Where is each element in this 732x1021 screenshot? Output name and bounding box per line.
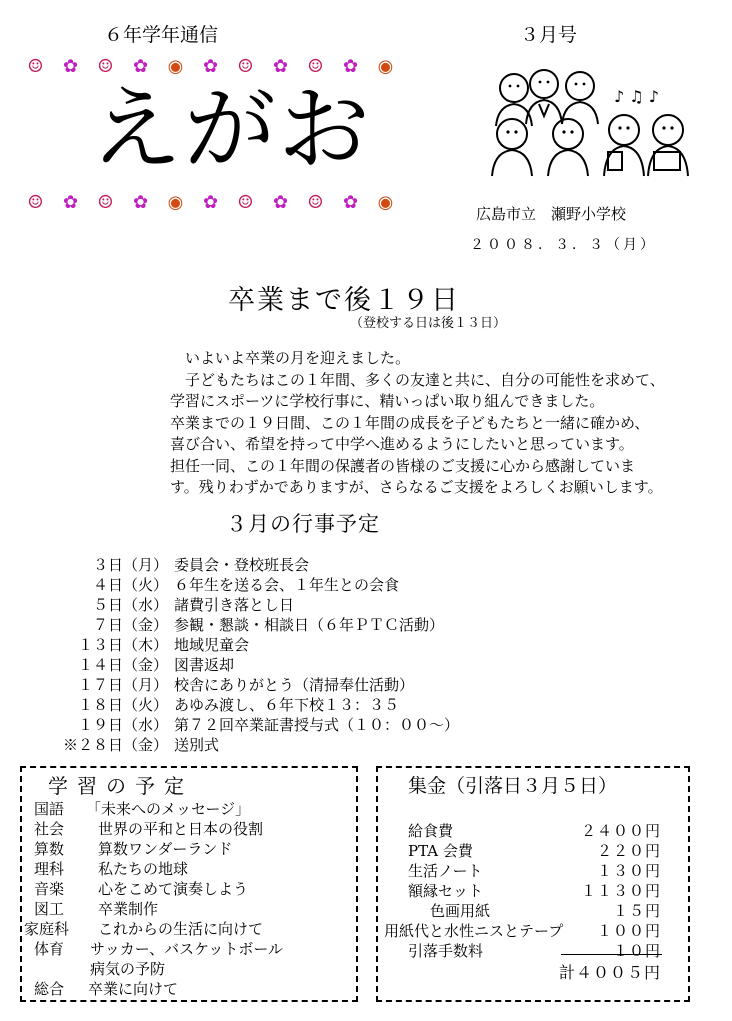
child-head-3 <box>609 115 639 145</box>
flower-icon: ✿ <box>132 191 149 213</box>
flower-icon: ✿ <box>202 55 219 77</box>
event-row <box>40 695 459 715</box>
study-content: サッカー、バスケットボール <box>90 940 284 958</box>
study-subject: 社会 <box>34 820 65 838</box>
fee-amount: １３０円 <box>596 862 661 880</box>
flower-icon: ✿ <box>202 191 219 213</box>
event-date: ４日（火） <box>92 576 168 594</box>
study-content: 「未来へのメッセージ」 <box>86 800 251 818</box>
doll-icon: ☺ <box>27 191 44 213</box>
lantern-icon: ◉ <box>167 55 184 77</box>
decoration-row-top <box>20 54 401 78</box>
countdown-headline: 卒業まで後１９日 <box>228 285 460 316</box>
total-divider <box>561 954 662 955</box>
event-date: ５日（水） <box>92 596 168 614</box>
event-row <box>40 655 459 675</box>
study-subject: 総合 <box>34 980 65 998</box>
event-date: １９日（水） <box>77 716 168 734</box>
fee-amount: ２４００円 <box>580 822 661 840</box>
event-date: ７日（金） <box>92 616 168 634</box>
study-content: 心をこめて演奏しよう <box>98 880 249 898</box>
event-text: 諸費引き落とし日 <box>174 596 295 614</box>
study-content: 世界の平和と日本の役割 <box>98 820 264 838</box>
study-subject: 理科 <box>34 860 65 878</box>
child-head-4 <box>653 115 683 145</box>
adult-body-3 <box>562 102 598 124</box>
doll-icon: ☺ <box>237 191 254 213</box>
flower-icon: ✿ <box>62 191 79 213</box>
newsletter-title: えがお <box>90 76 373 183</box>
adult-head-2 <box>530 70 558 98</box>
event-text: 地域児童会 <box>174 636 250 654</box>
doll-icon: ☺ <box>97 191 114 213</box>
study-content: これからの生活に向けて <box>98 920 264 938</box>
event-text: 送別式 <box>174 736 220 754</box>
fee-amount: １００円 <box>596 922 661 940</box>
event-row <box>40 715 459 735</box>
doll-icon: ☺ <box>27 55 44 77</box>
fee-amount: ２２０円 <box>596 842 661 860</box>
event-text: 参観・懇談・相談日（６年ＰＴＣ活動） <box>174 616 445 634</box>
study-subject: 算数 <box>34 840 65 858</box>
event-row <box>40 575 459 595</box>
fee-label: PTA 会費 <box>408 842 473 860</box>
event-row <box>40 635 459 655</box>
fees-box <box>376 766 690 1002</box>
intro-line: 学習にスポーツに学校行事に、精いっぱい取り組んできました。 <box>170 392 605 410</box>
intro-line: 卒業までの１９日間、この１年間の成長を子どもたちと一緒に確かめ、 <box>170 413 650 432</box>
event-date: ３日（月） <box>92 556 168 574</box>
event-date: ※２８日（金） <box>62 736 168 754</box>
fee-label: 引落手数料 <box>408 942 484 960</box>
study-schedule-box <box>20 766 358 1002</box>
doll-icon: ☺ <box>237 55 254 77</box>
adult-head-1 <box>500 74 528 102</box>
adult-head-3 <box>566 72 594 100</box>
fee-label: 給食費 <box>408 822 454 840</box>
event-date: １３日（木） <box>77 636 168 654</box>
flower-icon: ✿ <box>272 191 289 213</box>
fee-total: 計４００５円 <box>558 963 661 982</box>
flower-icon: ✿ <box>272 55 289 77</box>
choir-illustration <box>484 66 690 178</box>
intro-line: す。残りわずかでありますが、さらなるご支援をよろしくお願いします。 <box>170 478 663 496</box>
event-date: １７日（月） <box>77 676 168 694</box>
child-head-2 <box>553 119 583 149</box>
study-subject: 図工 <box>34 900 65 918</box>
event-row <box>40 675 459 695</box>
intro-message <box>170 348 705 499</box>
events-list <box>40 555 459 755</box>
issue-date: ２００８．３．３（月） <box>470 237 657 253</box>
fee-label: 色画用紙 <box>430 902 491 920</box>
flower-icon: ✿ <box>62 55 79 77</box>
countdown-note: （登校する日は後１３日） <box>350 316 507 331</box>
fee-amount: １０円 <box>612 942 661 960</box>
lantern-icon: ◉ <box>377 55 394 77</box>
study-subject: 家庭科 <box>24 920 70 938</box>
newsletter-grade-label: ６年学年通信 <box>104 24 219 46</box>
event-text: ６年生を送る会、１年生との会食 <box>174 576 400 594</box>
flower-icon: ✿ <box>132 55 149 77</box>
doll-icon: ☺ <box>307 55 324 77</box>
event-row <box>40 735 459 755</box>
intro-line: 喜び合い、希望を持って中学へ進めるようにしたいと思っています。 <box>170 435 634 453</box>
study-content: 私たちの地球 <box>98 860 189 878</box>
study-title: 学習の予定 <box>48 774 193 798</box>
flower-icon: ✿ <box>342 55 359 77</box>
study-subject: 国語 <box>34 800 65 818</box>
lantern-icon: ◉ <box>377 191 394 213</box>
school-name: 広島市立 瀬野小学校 <box>476 205 627 223</box>
study-content: 病気の予防 <box>90 960 166 978</box>
intro-line: 担任一同、この１年間の保護者の皆様のご支援に心から感謝していま <box>170 456 636 475</box>
event-text: 第７２回卒業証書授与式（１０：００～） <box>174 716 460 734</box>
event-text: 校舎にありがとう（清掃奉仕活動） <box>174 676 415 694</box>
intro-line: 子どもたちはこの１年間、多くの友達と共に、自分の可能性を求めて、 <box>170 370 665 389</box>
study-content: 卒業制作 <box>98 900 159 918</box>
decoration-row-bottom <box>20 190 401 214</box>
lantern-icon: ◉ <box>167 191 184 213</box>
fee-label: 額縁セット <box>408 882 484 900</box>
music-notes-icon: ♪ ♫ ♪ <box>614 87 659 106</box>
events-title: ３月の行事予定 <box>226 512 380 536</box>
fees-title: 集金（引落日３月５日） <box>408 775 618 797</box>
event-text: 図書返却 <box>174 656 235 674</box>
doll-icon: ☺ <box>97 55 114 77</box>
issue-label: ３月号 <box>520 24 578 46</box>
event-row <box>40 615 459 635</box>
child-head-1 <box>497 119 527 149</box>
fee-amount: １５円 <box>612 902 661 920</box>
event-text: 委員会・登校班長会 <box>174 556 310 574</box>
fee-label: 用紙代と水性ニスとテープ <box>384 922 564 940</box>
study-content: 算数ワンダーランド <box>98 840 233 858</box>
fee-label: 生活ノート <box>408 862 483 880</box>
intro-line: いよいよ卒業の月を迎えました。 <box>170 349 411 367</box>
fee-amount: １１３０円 <box>580 882 661 900</box>
event-date: １８日（火） <box>77 696 168 714</box>
flower-icon: ✿ <box>342 191 359 213</box>
event-row <box>40 595 459 615</box>
event-row <box>40 555 459 575</box>
study-subject: 音楽 <box>34 880 65 898</box>
event-date: １４日（金） <box>77 656 168 674</box>
study-content: 卒業に向けて <box>88 980 179 998</box>
study-subject: 体育 <box>34 940 65 958</box>
event-text: あゆみ渡し、６年下校１３：３５ <box>174 696 400 714</box>
doll-icon: ☺ <box>307 191 324 213</box>
